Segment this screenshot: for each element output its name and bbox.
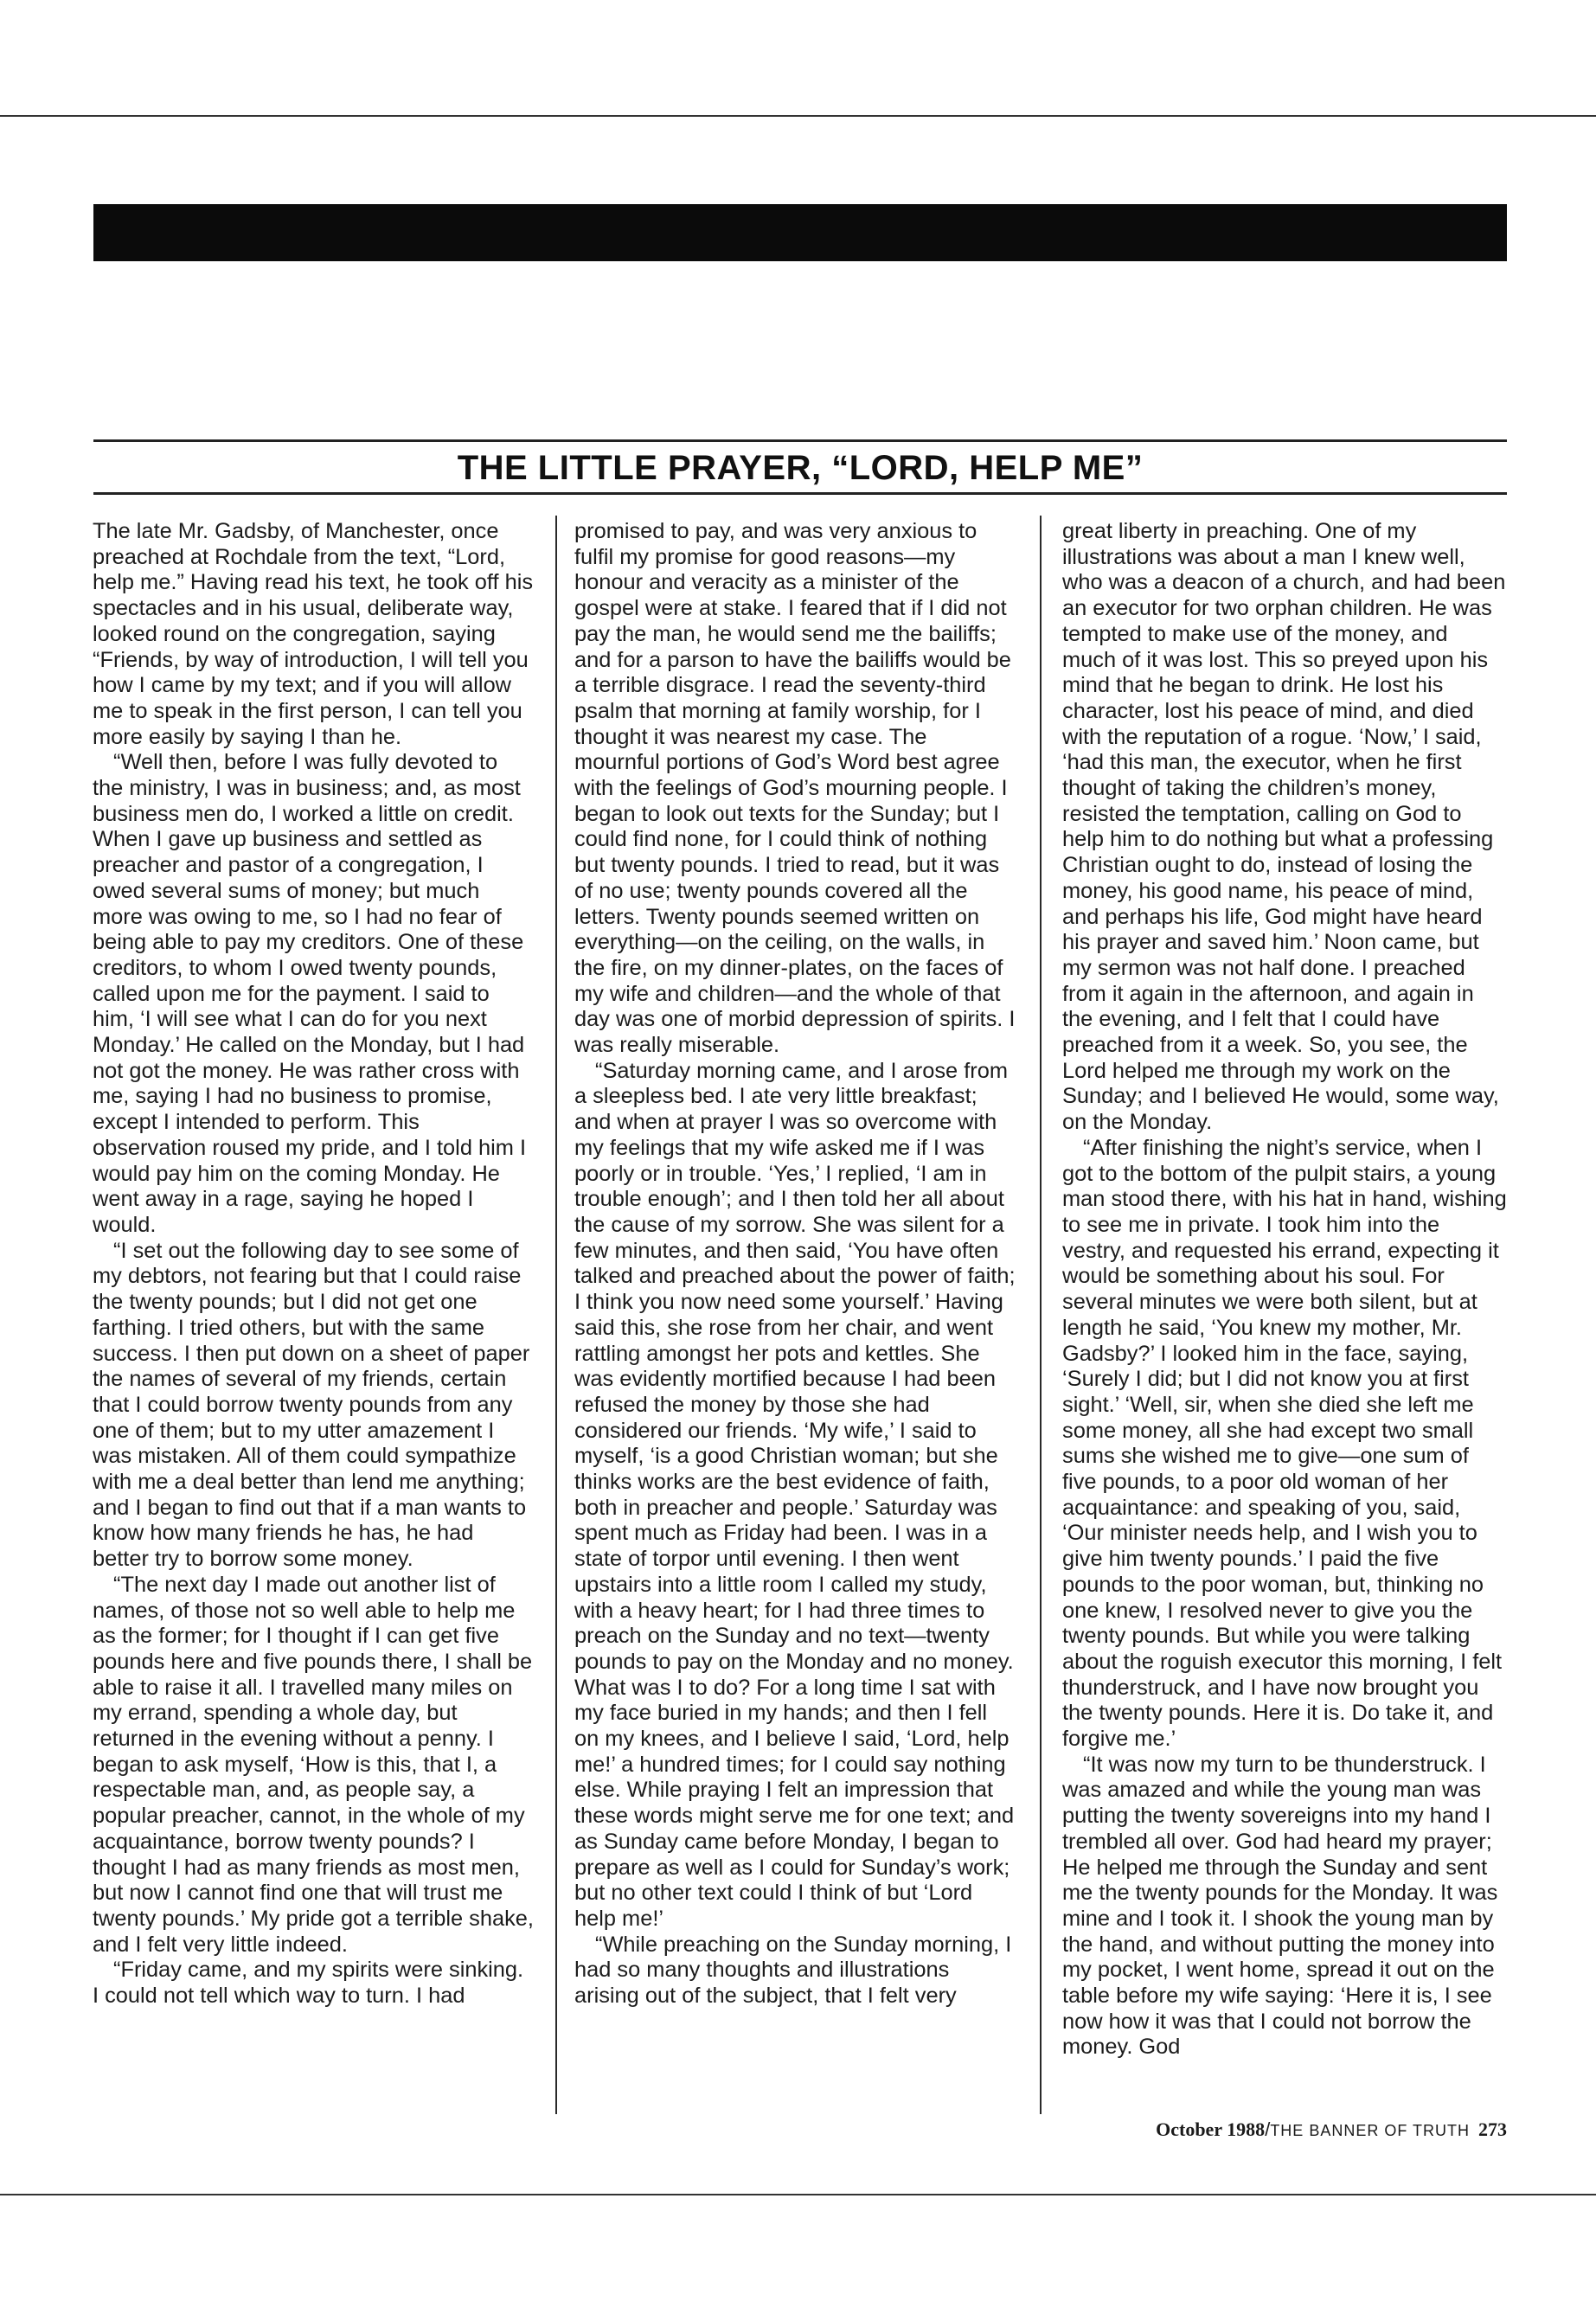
text-column-3 bbox=[1062, 519, 1507, 2137]
paragraph: great liberty in preaching. One of my illustrations was about a man I knew well, who was a deacon of a church, and had been an executor for two orphan children. He was tempted to make use of the money, and much of it was lost. This so preyed upon his mind that he began to drink. He lost his character, lost his peace of mind, and died with the reputation of a rogue. ‘Now,’ I said, ‘had this man, the executor, when he first thought of taking the children’s money, resisted the temptation, calling on God to help him to do nothing but what a professing Christian ought to do, instead of losing the money, his good name, his peace of mind, and perhaps his life, God might have heard his prayer and saved him.’ Noon came, but my sermon was not half done. I preached from it again in the afternoon, and again in the evening, and I felt that I could have preached from it a week. So, you see, the Lord helped me through my work on the Sunday; and I believed He would, some way, on the Monday. bbox=[1062, 519, 1506, 1135]
column-divider bbox=[1040, 516, 1042, 2114]
article-title: THE LITTLE PRAYER, “LORD, HELP ME” bbox=[457, 449, 1144, 487]
paragraph: “Friday came, and my spirits were sinking. I could not tell which way to turn. I had bbox=[93, 1958, 524, 2009]
paragraph: “Saturday morning came, and I arose from a sleepless bed. I ate very little breakfast; and when at prayer I was so overcome with my feelings that my wife asked me if I was poorly or in trouble. ‘Yes,’ I replied, ‘I am in trouble enough’; and I then told her all about the cause of my sorrow. She was silent for a few minutes, and then said, ‘You have often talked and preached about the power of faith; I think you now need some yourself.’ Having said this, she rose from her chair, and went rattling amongst her pots and kettles. She was evidently mortified because I had been refused the money by those she had considered our friends. ‘My wife,’ I said to myself, ‘is a good Christian woman; but she thinks works are the best evidence of faith, both in preacher and people.’ Saturday was spent much as Friday had been. I was in a state of torpor until evening. I then went upstairs into a little room I called my study, with a heavy heart; for I had three times to preach on the Sunday and no text—twenty pounds to pay on the Monday and no money. What was I to do? For a long time I sat with my face buried in my hands; and then I fell on my knees, and I believe I said, ‘Lord, help me!’ a hundred times; for I could say nothing else. While praying I felt an impression that these words might serve me for one text; and as Sunday came before Monday, I began to prepare as well as I could for Sunday’s work; but no other text could I think of but ‘Lord help me!’ bbox=[574, 1058, 1016, 1931]
paragraph: “While preaching on the Sunday morning, I had so many thoughts and illustrations arising out of the subject, that I felt very bbox=[574, 1932, 1012, 2009]
paragraph: “The next day I made out another list of names, of those not so well able to help me as the former; for I thought if I can get five pounds here and five pounds there, I shall be able to raise it all. I travelled many miles on my errand, spending a whole day, but returned in the evening without a penny. I began to ask myself, ‘How is this, that I, a respectable man, and, as people say, a popular preacher, cannot, in the whole of my acquaintance, borrow twenty pounds? I thought I had as many friends as most men, but now I cannot find one that will trust me twenty pounds.’ My pride got a terrible shake, and I felt very little indeed. bbox=[93, 1572, 534, 1957]
page-number: 273 bbox=[1478, 2118, 1507, 2140]
title-rule-top bbox=[93, 439, 1507, 442]
publication-name: THE BANNER OF TRUTH bbox=[1270, 2122, 1470, 2139]
paragraph: “I set out the following day to see some of my debtors, not fearing but that I could raise the twenty pounds; but I did not get one farthing. I tried others, but with the same success. I then put down on a sheet of paper the names of several of my friends, certain that I could borrow twenty pounds from any one of them; but to my utter amazement I was mistaken. All of them could sympathize with me a deal better than lend me anything; and I began to find out that if a man wants to know how many friends he has, he had better try to borrow some money. bbox=[93, 1238, 530, 1572]
issue-date: October 1988 bbox=[1156, 2118, 1266, 2140]
paragraph: The late Mr. Gadsby, of Manchester, once preached at Rochdale from the text, “Lord, help me.” Having read his text, he took off his spectacles and in his usual, deliberate way, looked round on the congregation, saying “Friends, by way of introduction, I will tell you how I came by my text; and if you will allow me to speak in the first person, I can tell you more easily by saying I than he. bbox=[93, 519, 534, 749]
text-column-1 bbox=[93, 519, 534, 2137]
page-footer bbox=[952, 2112, 1507, 2147]
paragraph: promised to pay, and was very anxious to fulfil my promise for good reasons—my honour and veracity as a minister of the gospel were at stake. I feared that if I did not pay the man, he would send me the bailiffs; and for a parson to have the bailiffs would be a terrible disgrace. I read the seventy-third psalm that morning at family worship, for I thought it was nearest my case. The mournful portions of God’s Word best agree with the feelings of God’s mourning people. I began to look out texts for the Sunday; but I could find none, for I could think of nothing but twenty pounds. I tried to read, but it was of no use; twenty pounds covered all the letters. Twenty pounds seemed written on everything—on the ceiling, on the walls, in the fire, on my dinner-plates, on the faces of my wife and children—and the whole of that day was one of morbid depression of spirits. I was really miserable. bbox=[574, 519, 1016, 1058]
title-rule-bottom bbox=[93, 492, 1507, 495]
footer-separator: / bbox=[1265, 2118, 1271, 2140]
text-column-2 bbox=[574, 519, 1016, 2137]
header-band bbox=[93, 204, 1507, 261]
paragraph: “Well then, before I was fully devoted to the ministry, I was in business; and, as most business men do, I worked a little on credit. When I gave up business and settled as preacher and pastor of a congregation, I owed several sums of money; but much more was owing to me, so I had no fear of being able to pay my creditors. One of these creditors, to whom I owed twenty pounds, called upon me for the payment. I said to him, ‘I will see what I can do for you next Monday.’ He called on the Monday, but I had not got the money. He was rather cross with me, saying I had no business to promise, except I intended to perform. This observation roused my pride, and I told him I would pay him on the coming Monday. He went away in a rage, saying he hoped I would. bbox=[93, 750, 527, 1237]
paragraph: “It was now my turn to be thunderstruck. I was amazed and while the young man was putting the twenty sovereigns into my hand I trembled all over. God had heard my prayer; He helped me through the Sunday and sent me the twenty pounds for the Monday. It was mine and I took it. I shook the young man by the hand, and without putting the money into my pocket, I went home, spread it out on the table before my wife saying: ‘Here it is, I see now how it was that I could not borrow the money. God bbox=[1062, 1752, 1498, 2060]
paragraph: “After finishing the night’s service, when I got to the bottom of the pulpit stairs, a young man stood there, with his hat in hand, wishing to see me in private. I took him into the vestry, and requested his errand, expecting it would be something about his soul. For several minutes we were both silent, but at length he said, ‘You knew my mother, Mr. Gadsby?’ I looked him in the face, saying, ‘Surely I did; but I did not know you at first sight.’ ‘Well, sir, when she died she left me some money, all she had except two small sums she wished me to give—one sum of five pounds, to a poor old woman of her acquaintance: and speaking of you, said, ‘Our minister needs help, and I wish you to give him twenty pounds.’ I paid the five pounds to the poor woman, but, thinking no one knew, I resolved never to give you the twenty pounds. But while you were talking about the roguish executor this morning, I felt thunderstruck, and I have now brought you the twenty pounds. Here it is. Do take it, and forgive me.’ bbox=[1062, 1135, 1507, 1752]
column-divider bbox=[555, 516, 557, 2114]
